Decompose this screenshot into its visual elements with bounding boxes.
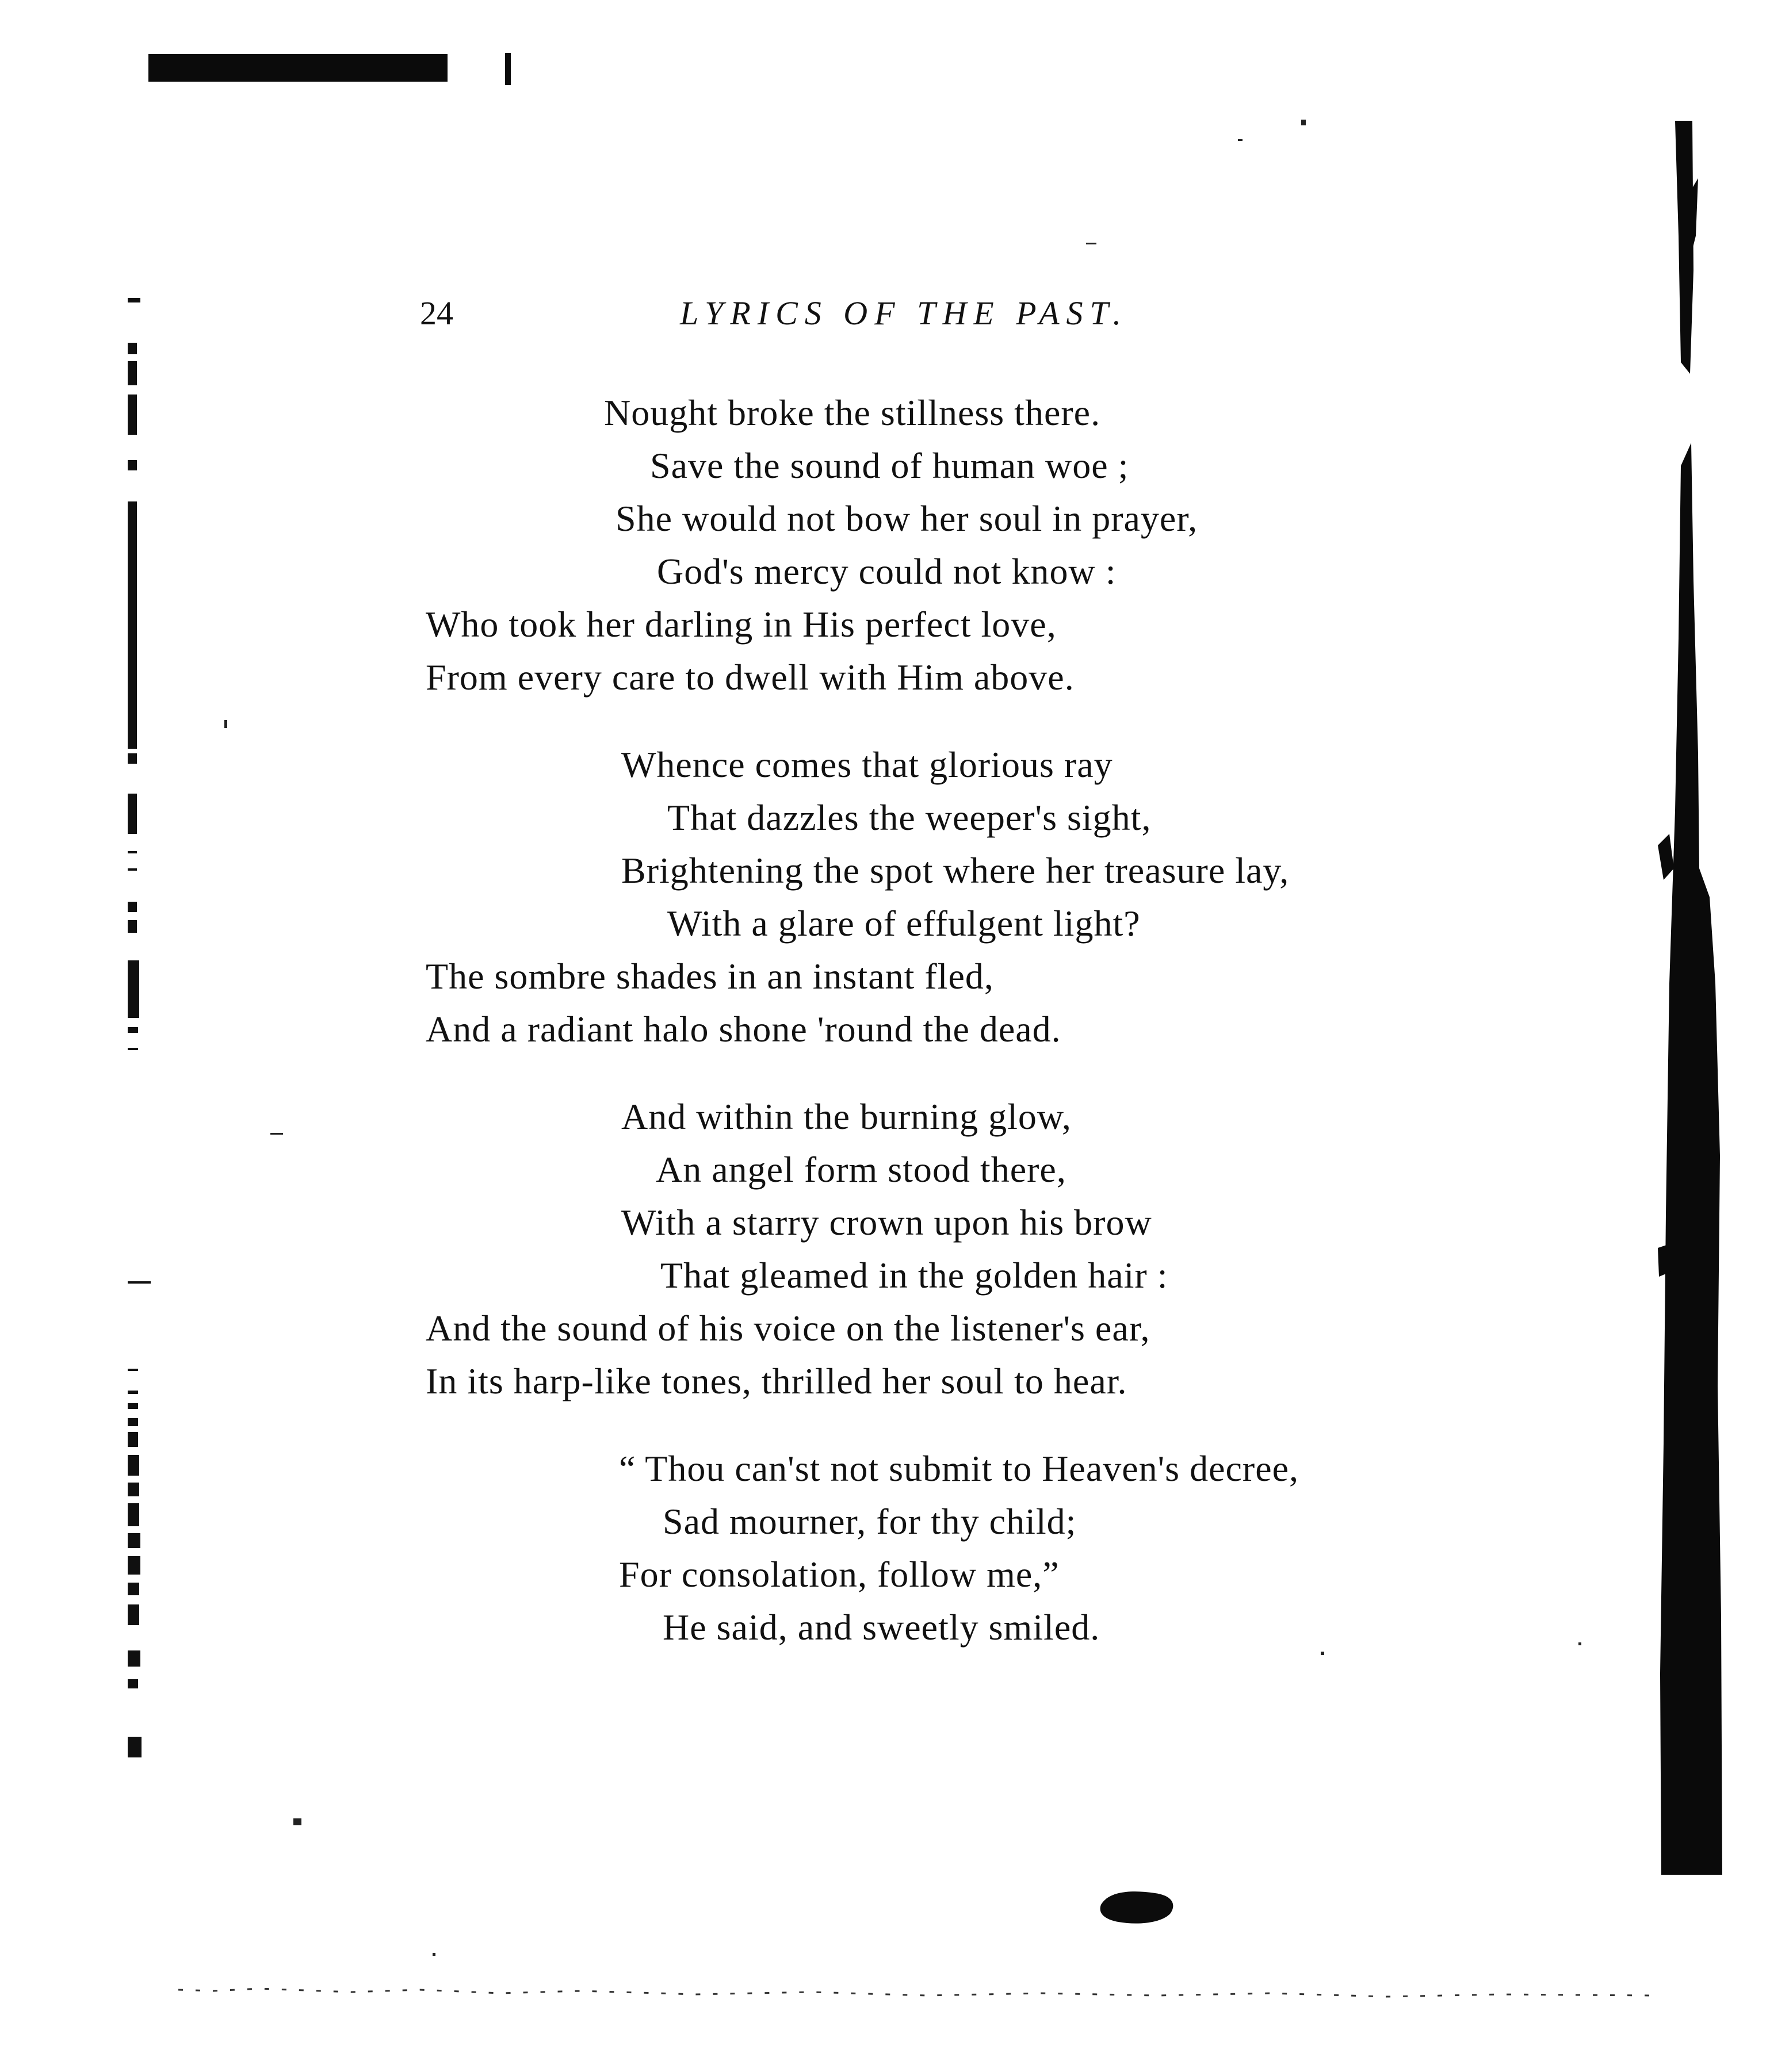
page-number: 24 — [420, 294, 453, 332]
running-title: LYRICS OF THE PAST. — [680, 294, 1128, 332]
verse-line: In its harp-like tones, thrilled her soul to hear. — [426, 1361, 1127, 1401]
verse-line: With a starry crown upon his brow — [621, 1202, 1152, 1243]
scan-artifact-left-margin — [128, 288, 174, 1898]
verse-line: And a radiant halo shone 'round the dead. — [426, 1009, 1061, 1050]
stanza — [426, 1442, 1461, 1654]
scan-artifact-ink-blot — [1098, 1887, 1178, 1928]
scan-speck — [1238, 139, 1243, 141]
poem-body — [426, 386, 1461, 1688]
verse-line: “ Thou can'st not submit to Heaven's decree, — [619, 1448, 1299, 1489]
scan-artifact-top-bar — [148, 54, 448, 82]
stanza — [426, 738, 1461, 1056]
verse-line: He said, and sweetly smiled. — [663, 1607, 1100, 1648]
verse-line: With a glare of effulgent light? — [667, 903, 1141, 944]
stanza — [426, 1090, 1461, 1408]
verse-line: Brightening the spot where her treasure lay, — [621, 850, 1290, 891]
stanza — [426, 386, 1461, 704]
scan-speck — [224, 720, 227, 728]
verse-line: For consolation, follow me,” — [619, 1554, 1060, 1595]
verse-line: And within the burning glow, — [621, 1096, 1072, 1137]
verse-line: From every care to dwell with Him above. — [426, 657, 1075, 698]
scan-artifact-top-tick — [505, 53, 511, 85]
verse-line: Save the sound of human woe ; — [650, 445, 1129, 486]
verse-line: She would not bow her soul in prayer, — [616, 498, 1198, 539]
scan-speck — [1578, 1642, 1581, 1645]
verse-line: An angel form stood there, — [656, 1149, 1066, 1190]
scan-speck — [433, 1953, 435, 1956]
running-head — [420, 288, 1225, 339]
verse-line: That dazzles the weeper's sight, — [667, 797, 1152, 838]
scan-speck — [1086, 243, 1096, 244]
scan-speck — [1301, 120, 1306, 125]
verse-line: And the sound of his voice on the listener's ear, — [426, 1308, 1150, 1349]
verse-line: Whence comes that glorious ray — [621, 744, 1113, 785]
scan-speck — [270, 1133, 283, 1135]
verse-line: Nought broke the stillness there. — [604, 392, 1101, 433]
verse-line: Sad mourner, for thy child; — [663, 1501, 1077, 1542]
verse-line: The sombre shades in an instant fled, — [426, 956, 994, 997]
scan-artifact-right-edge — [1658, 121, 1726, 1875]
scan-artifact-bottom-edge — [178, 1978, 1651, 2001]
scan-speck — [293, 1818, 301, 1825]
verse-line: God's mercy could not know : — [657, 551, 1117, 592]
verse-line: Who took her darling in His perfect love, — [426, 604, 1057, 645]
verse-line: That gleamed in the golden hair : — [660, 1255, 1168, 1296]
